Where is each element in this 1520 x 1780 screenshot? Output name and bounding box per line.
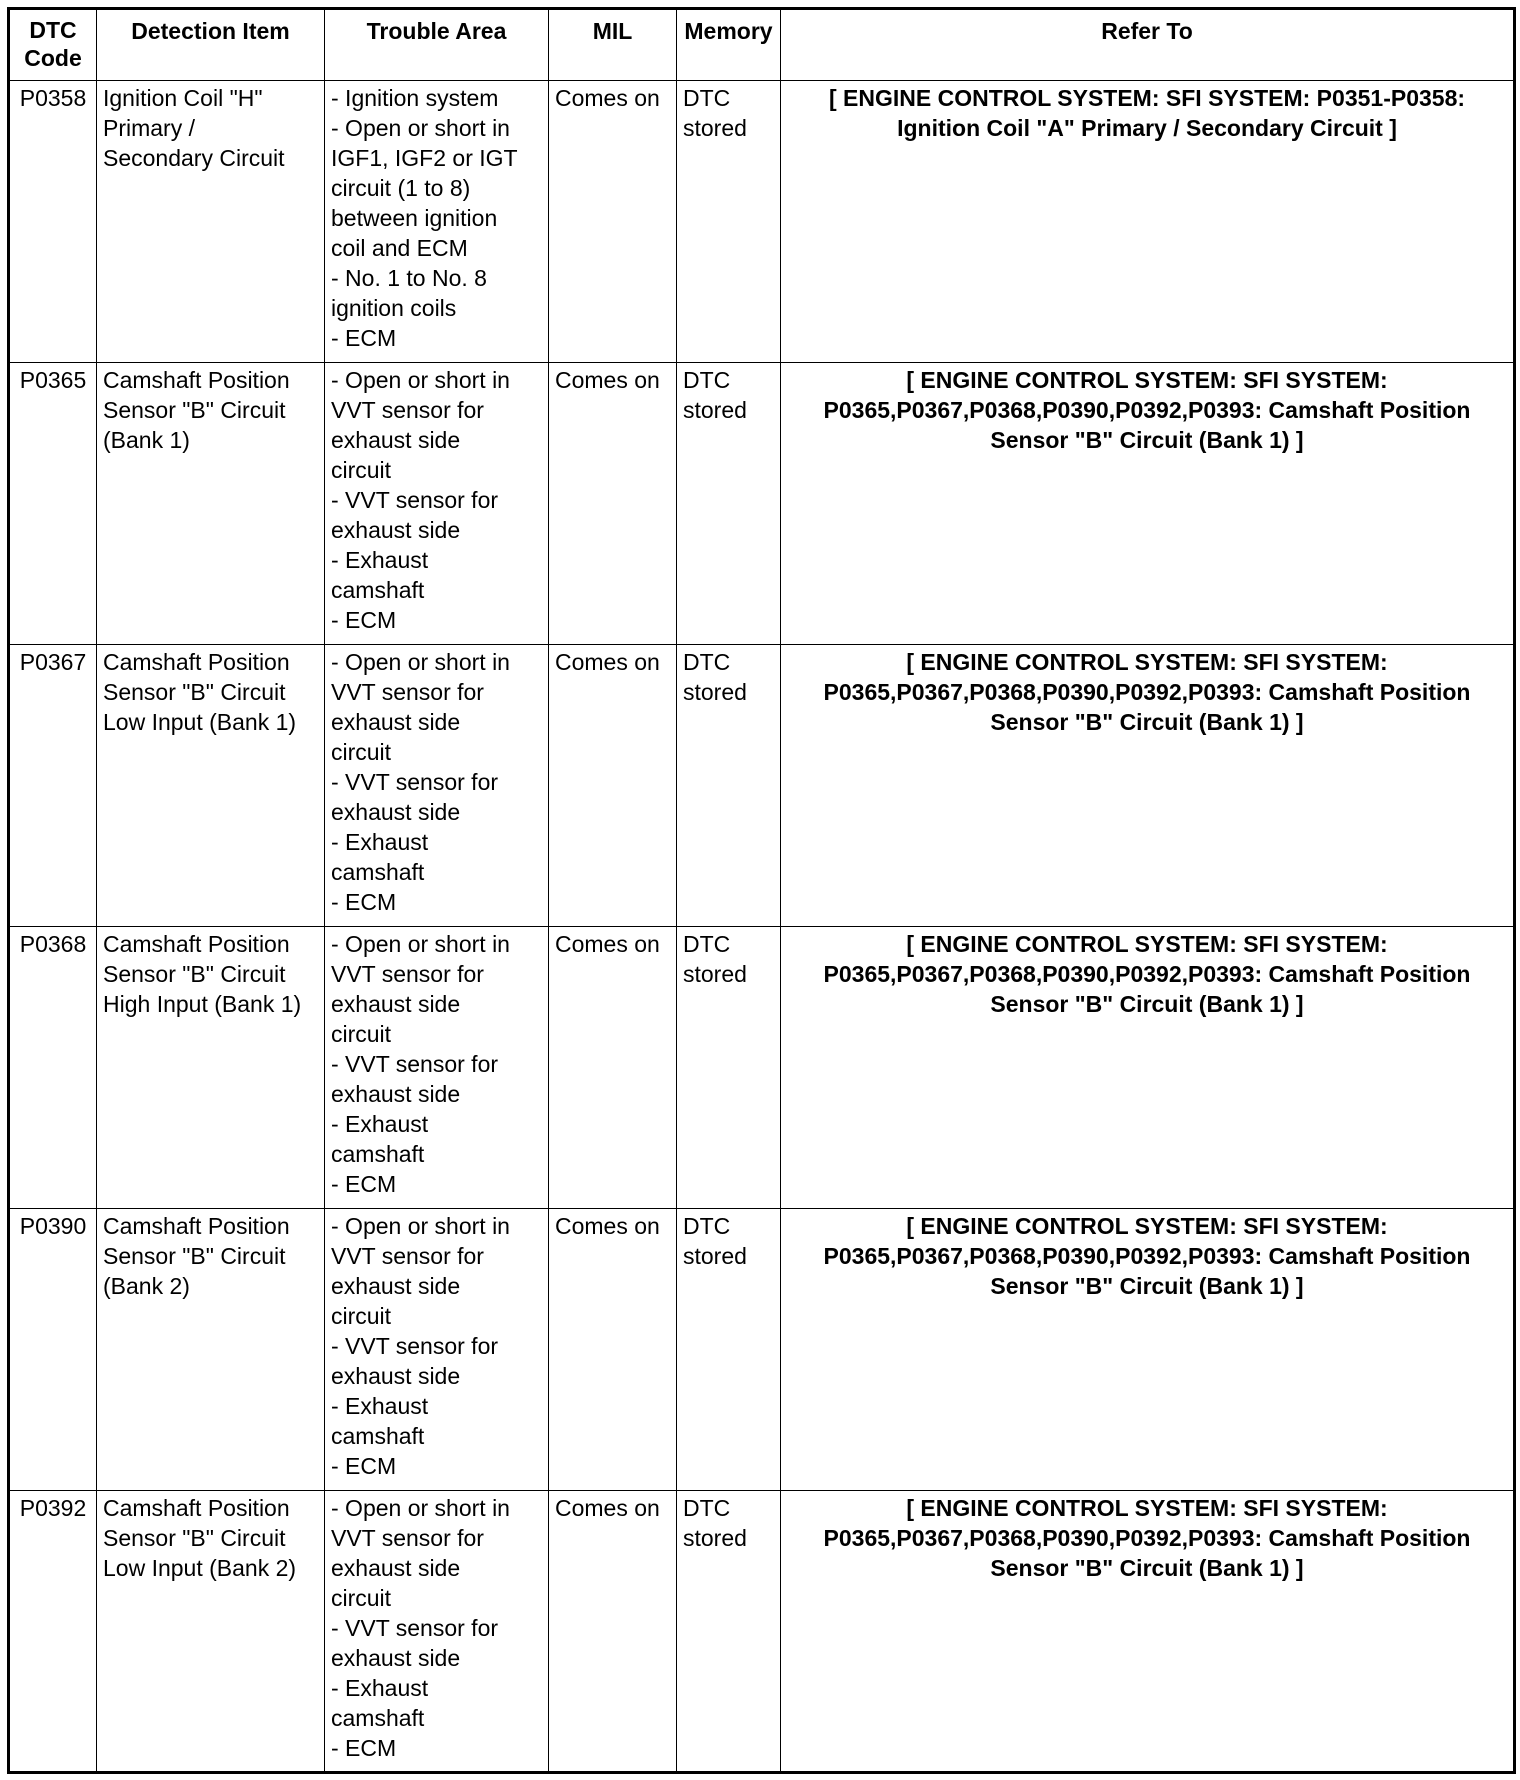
trouble-area-cell-line: - ECM [331, 1453, 397, 1479]
trouble-area-cell-line: - Open or short in [331, 367, 510, 393]
detection-item-cell-line: Camshaft Position [103, 367, 290, 393]
mil-cell: Comes on [549, 81, 677, 363]
trouble-area-cell-line: - ECM [331, 607, 397, 633]
memory-cell-line: DTC [683, 367, 731, 393]
refer-to-cell-line: P0365,P0367,P0368,P0390,P0392,P0393: Camshaft Position [823, 1243, 1471, 1269]
trouble-area-cell-line: VVT sensor for [331, 1525, 484, 1551]
trouble-area-cell [325, 363, 549, 645]
memory-cell-line: stored [683, 115, 747, 141]
trouble-area-cell-line: - Ignition system [331, 85, 499, 111]
mil-cell: Comes on [549, 927, 677, 1209]
trouble-area-cell-line: - ECM [331, 1735, 397, 1761]
dtc-code-cell: P0358 [9, 81, 97, 363]
memory-cell-line: DTC [683, 1213, 731, 1239]
dtc-code-cell: P0392 [9, 1491, 97, 1773]
refer-to-cell-line: Sensor "B" Circuit (Bank 1) ] [990, 1555, 1304, 1581]
detection-item-cell-line: (Bank 1) [103, 427, 190, 453]
trouble-area-cell-line: exhaust side [331, 517, 461, 543]
trouble-area-cell-line: VVT sensor for [331, 397, 484, 423]
memory-cell-line: stored [683, 961, 747, 987]
refer-to-cell-line: P0365,P0367,P0368,P0390,P0392,P0393: Camshaft Position [823, 679, 1471, 705]
trouble-area-cell-line: exhaust side [331, 799, 461, 825]
memory-cell-line: DTC [683, 649, 731, 675]
trouble-area-cell-line: - Open or short in [331, 931, 510, 957]
detection-item-cell [97, 363, 325, 645]
refer-to-cell-line: P0365,P0367,P0368,P0390,P0392,P0393: Camshaft Position [823, 961, 1471, 987]
header-trouble-area: Trouble Area [325, 9, 549, 81]
trouble-area-cell-line: between ignition [331, 205, 498, 231]
trouble-area-cell-line: exhaust side [331, 709, 461, 735]
memory-cell [677, 1209, 781, 1491]
mil-cell: Comes on [549, 1491, 677, 1773]
trouble-area-cell-line: - VVT sensor for [331, 1615, 499, 1641]
trouble-area-cell-line: - Exhaust [331, 1675, 429, 1701]
memory-cell [677, 81, 781, 363]
table-row [9, 927, 1515, 1209]
refer-to-cell-line: P0365,P0367,P0368,P0390,P0392,P0393: Camshaft Position [823, 1525, 1471, 1551]
trouble-area-cell-line: - VVT sensor for [331, 769, 499, 795]
trouble-area-cell-line: circuit [331, 1585, 392, 1611]
dtc-code-cell: P0390 [9, 1209, 97, 1491]
refer-to-cell-line: Sensor "B" Circuit (Bank 1) ] [990, 1273, 1304, 1299]
refer-to-cell-line: [ ENGINE CONTROL SYSTEM: SFI SYSTEM: [906, 649, 1388, 675]
detection-item-cell-line: Sensor "B" Circuit [103, 1525, 286, 1551]
trouble-area-cell [325, 645, 549, 927]
detection-item-cell-line: Sensor "B" Circuit [103, 961, 286, 987]
detection-item-cell-line: Secondary Circuit [103, 145, 285, 171]
header-detection-item: Detection Item [97, 9, 325, 81]
header-row [9, 9, 1515, 81]
detection-item-cell-line: Camshaft Position [103, 1213, 290, 1239]
detection-item-cell [97, 81, 325, 363]
detection-item-cell-line: Sensor "B" Circuit [103, 679, 286, 705]
trouble-area-cell-line: - ECM [331, 889, 397, 915]
refer-to-cell [781, 927, 1515, 1209]
memory-cell-line: stored [683, 1243, 747, 1269]
header-mil: MIL [549, 9, 677, 81]
trouble-area-cell-line: - ECM [331, 1171, 397, 1197]
trouble-area-cell-line: IGF1, IGF2 or IGT [331, 145, 518, 171]
refer-to-cell-line: Sensor "B" Circuit (Bank 1) ] [990, 991, 1304, 1017]
trouble-area-cell-line: circuit (1 to 8) [331, 175, 471, 201]
detection-item-cell-line: Camshaft Position [103, 1495, 290, 1521]
refer-to-cell-line: P0365,P0367,P0368,P0390,P0392,P0393: Camshaft Position [823, 397, 1471, 423]
trouble-area-cell-line: - VVT sensor for [331, 487, 499, 513]
trouble-area-cell-line: - No. 1 to No. 8 [331, 265, 487, 291]
detection-item-cell-line: Primary / [103, 115, 195, 141]
trouble-area-cell-line: exhaust side [331, 427, 461, 453]
trouble-area-cell-line: - Open or short in [331, 1213, 510, 1239]
table-row [9, 363, 1515, 645]
memory-cell [677, 363, 781, 645]
dtc-code-cell: P0365 [9, 363, 97, 645]
trouble-area-cell-line: - Exhaust [331, 1393, 429, 1419]
trouble-area-cell-line: coil and ECM [331, 235, 468, 261]
trouble-area-cell-line: - Open or short in [331, 1495, 510, 1521]
table-header [9, 9, 1515, 81]
refer-to-cell-line: Sensor "B" Circuit (Bank 1) ] [990, 427, 1304, 453]
trouble-area-cell-line: camshaft [331, 859, 425, 885]
detection-item-cell-line: (Bank 2) [103, 1273, 190, 1299]
refer-to-cell-line: Sensor "B" Circuit (Bank 1) ] [990, 709, 1304, 735]
refer-to-cell-line: [ ENGINE CONTROL SYSTEM: SFI SYSTEM: [906, 1495, 1388, 1521]
trouble-area-cell-line: VVT sensor for [331, 961, 484, 987]
detection-item-cell [97, 645, 325, 927]
detection-item-cell-line: Ignition Coil "H" [103, 85, 263, 111]
refer-to-cell [781, 363, 1515, 645]
memory-cell-line: stored [683, 397, 747, 423]
mil-cell: Comes on [549, 363, 677, 645]
trouble-area-cell-line: circuit [331, 739, 392, 765]
trouble-area-cell-line: - Exhaust [331, 829, 429, 855]
detection-item-cell-line: Low Input (Bank 2) [103, 1555, 297, 1581]
detection-item-cell-line: Sensor "B" Circuit [103, 1243, 286, 1269]
table-row [9, 1491, 1515, 1773]
header-dtc-code: DTC Code [9, 9, 97, 81]
refer-to-cell [781, 81, 1515, 363]
dtc-code-cell: P0368 [9, 927, 97, 1209]
trouble-area-cell-line: exhaust side [331, 1555, 461, 1581]
trouble-area-cell [325, 927, 549, 1209]
trouble-area-cell-line: exhaust side [331, 1081, 461, 1107]
trouble-area-cell-line: camshaft [331, 1423, 425, 1449]
trouble-area-cell-line: exhaust side [331, 1645, 461, 1671]
trouble-area-cell-line: - Exhaust [331, 1111, 429, 1137]
refer-to-cell [781, 1491, 1515, 1773]
dtc-code-cell: P0367 [9, 645, 97, 927]
refer-to-cell [781, 1209, 1515, 1491]
table-row [9, 1209, 1515, 1491]
trouble-area-cell-line: camshaft [331, 577, 425, 603]
trouble-area-cell-line: VVT sensor for [331, 1243, 484, 1269]
memory-cell-line: DTC [683, 931, 731, 957]
memory-cell-line: stored [683, 1525, 747, 1551]
mil-cell: Comes on [549, 645, 677, 927]
detection-item-cell-line: High Input (Bank 1) [103, 991, 302, 1017]
refer-to-cell [781, 645, 1515, 927]
trouble-area-cell-line: exhaust side [331, 1363, 461, 1389]
trouble-area-cell-line: circuit [331, 1303, 392, 1329]
detection-item-cell-line: Sensor "B" Circuit [103, 397, 286, 423]
memory-cell-line: DTC [683, 1495, 731, 1521]
trouble-area-cell-line: ignition coils [331, 295, 457, 321]
refer-to-cell-line: [ ENGINE CONTROL SYSTEM: SFI SYSTEM: [906, 1213, 1388, 1239]
dtc-table [7, 7, 1516, 1774]
refer-to-cell-line: [ ENGINE CONTROL SYSTEM: SFI SYSTEM: [906, 931, 1388, 957]
detection-item-cell-line: Camshaft Position [103, 931, 290, 957]
detection-item-cell [97, 1209, 325, 1491]
detection-item-cell-line: Camshaft Position [103, 649, 290, 675]
mil-cell: Comes on [549, 1209, 677, 1491]
trouble-area-cell-line: - VVT sensor for [331, 1051, 499, 1077]
memory-cell-line: stored [683, 679, 747, 705]
trouble-area-cell [325, 81, 549, 363]
table-row [9, 81, 1515, 363]
refer-to-cell-line: [ ENGINE CONTROL SYSTEM: SFI SYSTEM: P0351-P0358: [828, 85, 1466, 111]
trouble-area-cell-line: camshaft [331, 1141, 425, 1167]
detection-item-cell [97, 927, 325, 1209]
detection-item-cell [97, 1491, 325, 1773]
refer-to-cell-line: [ ENGINE CONTROL SYSTEM: SFI SYSTEM: [906, 367, 1388, 393]
header-memory: Memory [677, 9, 781, 81]
trouble-area-cell [325, 1209, 549, 1491]
trouble-area-cell-line: - Open or short in [331, 115, 510, 141]
trouble-area-cell-line: VVT sensor for [331, 679, 484, 705]
memory-cell [677, 645, 781, 927]
memory-cell [677, 1491, 781, 1773]
trouble-area-cell-line: circuit [331, 457, 392, 483]
trouble-area-cell-line: camshaft [331, 1705, 425, 1731]
trouble-area-cell-line: exhaust side [331, 991, 461, 1017]
trouble-area-cell-line: - Exhaust [331, 547, 429, 573]
trouble-area-cell-line: - VVT sensor for [331, 1333, 499, 1359]
trouble-area-cell-line: - ECM [331, 325, 397, 351]
trouble-area-cell-line: circuit [331, 1021, 392, 1047]
refer-to-cell-line: Ignition Coil "A" Primary / Secondary Circuit ] [897, 115, 1397, 141]
trouble-area-cell-line: exhaust side [331, 1273, 461, 1299]
detection-item-cell-line: Low Input (Bank 1) [103, 709, 297, 735]
table-row [9, 645, 1515, 927]
trouble-area-cell-line: - Open or short in [331, 649, 510, 675]
trouble-area-cell [325, 1491, 549, 1773]
table-body [9, 81, 1515, 1773]
memory-cell [677, 927, 781, 1209]
header-refer-to: Refer To [781, 9, 1515, 81]
memory-cell-line: DTC [683, 85, 731, 111]
